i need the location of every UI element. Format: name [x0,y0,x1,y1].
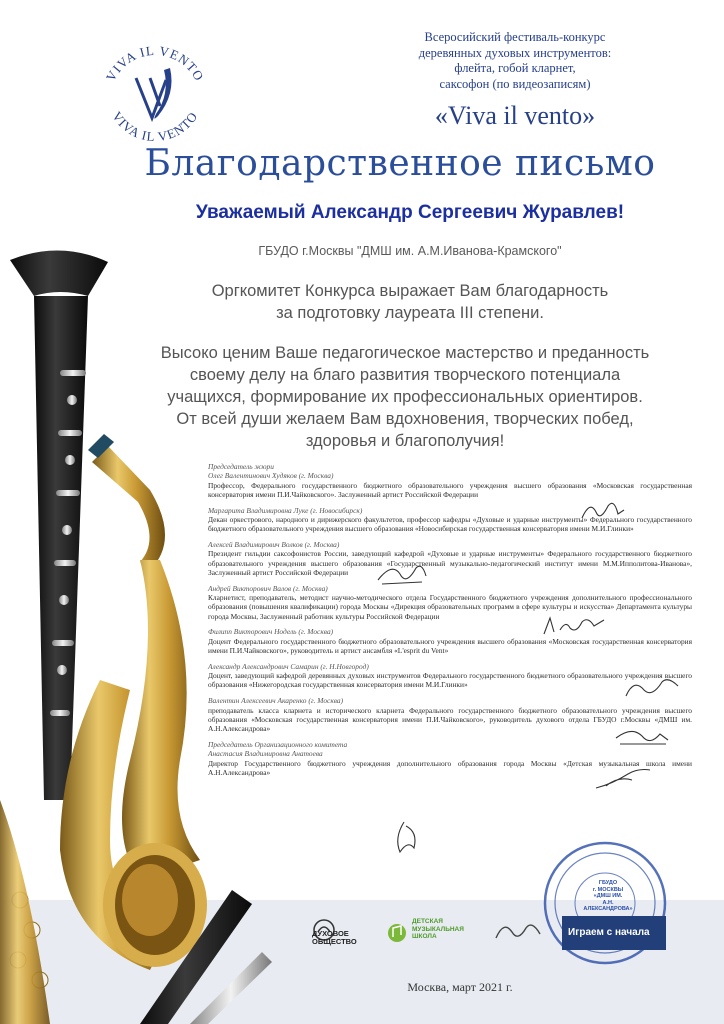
signature [578,496,628,526]
playing-from-start-logo [562,916,666,950]
duhovoe-obshchestvo-logo [312,912,372,952]
duhovoe-line: ДУХОВОЕ [312,929,349,938]
signature [612,724,672,750]
music-school-logo [386,912,476,952]
member-role: Председатель Организационного комитета [208,739,348,749]
school-logo-line: МУЗЫКАЛЬНАЯ [412,925,464,933]
thanks-text [130,280,690,324]
festival-line: саксофон (по видеозаписям) [439,76,591,91]
duhovoe-line: ОБЩЕСТВО [312,937,357,946]
member-name: Андрей Викторович Валов (г. Москва) [208,583,328,593]
stamp-line: А.Н. АЛЕКСАНДРОВА» [583,899,633,912]
jury-member [208,627,692,655]
thanks-line: Оргкомитет Конкурса выражает Вам благодарность [211,282,609,300]
viva-il-vento-logo [96,44,214,144]
member-name: Маргарита Владимировна Луке (г. Новосибирск) [208,505,363,515]
signature [540,612,610,640]
jury-member [208,462,692,499]
music-school-emblem-icon [386,922,408,944]
member-description: Профессор, Федерального государственного бюджетного образовательного учреждения высшего образования «Московская государственная консерватория имени П.И.Чайковского». Заслуженный артист Российской Федерации [208,480,692,499]
stamp-line: «ДМШ ИМ. [593,893,623,899]
festival-name: «Viva il vento» [434,101,596,130]
wishes-line: Высоко ценим Ваше педагогическое мастерство и преданность [160,344,650,362]
letter-title: Благодарственное письмо [144,143,656,184]
logo-ring-top: VIVA IL VENTO [102,44,208,84]
stamp-line: г. МОСКВЫ [592,886,624,893]
member-role: Председатель жюри [208,462,274,471]
thanks-line: за подготовку лауреата III степени. [276,304,544,322]
member-description: Кларнетист, преподаватель, методист научно-методического отдела Государственного бюджетного учреждения дополнительного профессионального образования (повышения квалификации) города Москвы «Дирекция образовательных программ в сфере культуры и искусства» Департамента культуры города Москвы, Заслуженный работник культуры Российской Федерации [208,593,692,621]
festival-line: флейта, гобой кларнет, [454,61,576,75]
member-name: Алексей Владимирович Волков (г. Москва) [208,540,340,550]
member-name: Валентин Алексеевич Акаренко (г. Москва) [208,696,344,706]
member-name: Александр Александрович Самарин (г. Н.Новгород) [208,661,369,671]
member-description: Доцент Федерального государственного бюджетного образовательного учреждения высшего образования «Московская государственная консерватория имени П.И.Чайковского», руководитель и артист ансамбля «L'esprit du Vent» [208,636,692,656]
jury-member [208,662,692,690]
stamp-text [578,880,638,913]
signature [622,674,682,702]
member-description: преподаватель класса кларнета и исторического кларнета Федерального государственного бюджетного образовательного учреждения высшего образования «Московская государственная консерватория имени П.И.Чайковского», руководитель духового отдела ГБУДО г.Москвы «ДМШ им. А.Н.Александрова» [208,705,692,734]
member-description: Доцент, заведующий кафедрой деревянных духовых инструментов Федерального государственного бюджетного образовательного учреждения высшего образования «Нижегородская государственная консерватория имени М.И.Глинки» [208,671,692,690]
school-name: ГБУДО г.Москвы "ДМШ им. А.М.Иванова-Крамского" [258,244,562,258]
member-description: Директор Государственного бюджетного учреждения дополнительного образования города Москвы «Детская музыкальная школа имени А.Н.Александрова» [208,758,692,777]
member-description: Президент гильдии саксофонистов России, заведующий кафедрой «Духовые и ударные инструменты» Федерального государственного бюджетного образовательного учреждения высшего образования «Государственный музыкально-педагогический институт имени М.М.Ипполитова-Иванова», Заслуженный артист Российской Федерации [208,549,692,577]
playing-label: Играем с начала [568,927,650,938]
school-logo-line: ШКОЛА [412,933,437,940]
addressee: Уважаемый Александр Сергеевич Журавлев! [195,202,625,223]
logo-ring-bottom: VIVA IL VENTO [109,108,201,144]
wishes-line: своему делу на благо развития творческого потенциала [189,366,621,384]
city-date: Москва, март 2021 г. [407,980,513,994]
member-name: Олег Валентинович Худяков (г. Москва) [208,471,334,481]
svg-text:VIVA IL VENTO [103,44,207,84]
festival-line: Всеросийский фестиваль-конкурс [424,30,606,44]
member-name: Филипп Викторович Нодель (г. Москва) [208,627,334,637]
script-logo-icon [490,914,546,950]
jury-member [208,584,692,621]
festival-description [400,30,630,92]
signature [592,764,656,792]
signature [384,818,424,858]
wishes-line: здоровья и благополучия! [305,432,505,450]
wishes-line: От всей души желаем Вам вдохновения, творческих побед, [176,410,634,428]
school-logo-line: ДЕТСКАЯ [412,918,443,925]
jury-member [208,540,692,577]
wishes-line: учащихся, формирование их профессиональных ориентиров. [167,388,643,406]
signature [372,560,432,590]
signature-script-logo [490,912,550,952]
member-name: Анастасия Владимировна Анатоева [208,749,323,759]
wishes-text [110,342,700,452]
stamp-line: ГБУДО [598,880,618,886]
member-description: Декан оркестрового, народного и дирижерского факультетов, профессор кафедры «Духовые и ударные инструменты» Федерального государственного бюджетного образовательного учреждения высшего образования «Новосибирская государственная консерватория имени М.И.Глинки» [208,514,692,534]
partner-logos [312,912,672,956]
festival-line: деревянных духовых инструментов: [418,45,612,60]
